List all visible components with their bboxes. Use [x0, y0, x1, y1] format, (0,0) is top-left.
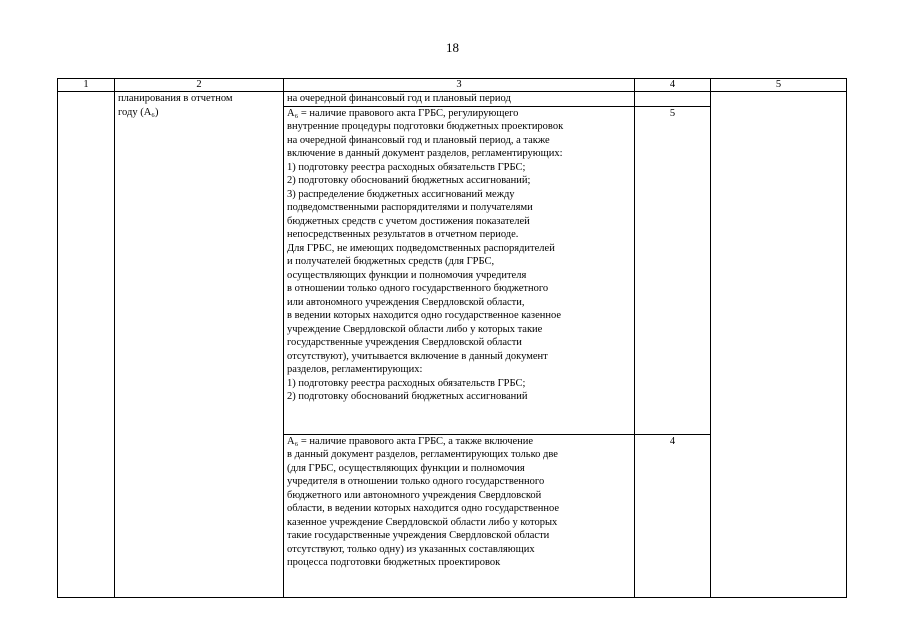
cell-option-2-text [284, 434, 635, 597]
option-1-line: подведомственными распорядителями и получателями [287, 202, 533, 213]
option-1-line: А₆ = наличие правового акта ГРБС, регулирующего [287, 107, 519, 119]
table-header-row [58, 79, 847, 92]
option-2-line: учредителя в отношении только одного государственного [287, 476, 545, 487]
option-1-line: Для ГРБС, не имеющих подведомственных распорядителей [287, 242, 555, 254]
header-col-3: 3 [284, 79, 635, 92]
option-2-line: (для ГРБС, осуществляющих функции и полномочия [287, 462, 525, 474]
header-col-5: 5 [711, 79, 847, 92]
option-1-line: учреждение Свердловской области либо у которых такие [287, 323, 543, 335]
option-2-line: процесса подготовки бюджетных проектировок [287, 557, 501, 568]
criterion-line: планирования в отчетном [118, 93, 233, 104]
criteria-table [57, 78, 847, 598]
option-1-line: в ведении которых находится одно государственное казенное [287, 310, 562, 321]
option-1-line: в отношении только одного государственного бюджетного [287, 283, 549, 294]
option-2-line: такие государственные учреждения Свердловской области [287, 530, 550, 541]
option-1-line: на очередной финансовый год и плановый период, а также [287, 134, 550, 146]
cell-criterion [115, 92, 284, 598]
cell-notes [711, 92, 847, 598]
option-1-line: 1) подготовку реестра расходных обязательств ГРБС; [287, 161, 526, 173]
option-1-line: бюджетных средств с учетом достижения показателей [287, 215, 530, 227]
option-2-line: области, в ведении которых находится одно государственное [287, 503, 560, 514]
option-1-line: 2) подготовку обоснований бюджетных ассигнований; [287, 175, 531, 186]
cell-score-empty [635, 92, 711, 107]
option-2-line: бюджетного или автономного учреждения Свердловской [287, 489, 542, 501]
option-1-line: 2) подготовку обоснований бюджетных ассигнований [287, 391, 528, 402]
table-row-continuation [58, 92, 847, 107]
header-col-2: 2 [115, 79, 284, 92]
option-1-line: непосредственных результатов в отчетном периоде. [287, 229, 519, 240]
option-2-line: А₆ = наличие правового акта ГРБС, а также включение [287, 435, 534, 447]
cell-number [58, 92, 115, 598]
cell-option-1-text [284, 106, 635, 434]
cell-option-2-score: 4 [635, 434, 711, 597]
option-2-line: в данный документ разделов, регламентирующих только две [287, 449, 558, 460]
option-1-line: разделов, регламентирующих: [287, 364, 423, 375]
header-col-1: 1 [58, 79, 115, 92]
option-2-line: казенное учреждение Свердловской области либо у которых [287, 516, 558, 528]
option-2-line: отсутствуют, только одну) из указанных составляющих [287, 543, 535, 555]
page-number: 18 [446, 40, 459, 55]
option-1-line: включение в данный документ разделов, регламентирующих: [287, 148, 563, 159]
option-1-line: и получателей бюджетных средств (для ГРБС, [287, 256, 495, 267]
criterion-line: году (А₆) [118, 106, 159, 118]
option-1-line: осуществляющих функции и полномочия учредителя [287, 269, 527, 281]
header-col-4: 4 [635, 79, 711, 92]
option-1-line: государственные учреждения Свердловской области [287, 337, 522, 348]
option-1-line: внутренние процедуры подготовки бюджетных проектировок [287, 121, 564, 132]
option-1-line: отсутствуют), учитывается включение в данный документ [287, 350, 548, 362]
cell-option-1-score: 5 [635, 106, 711, 434]
option-1-line: или автономного учреждения Свердловской области, [287, 296, 525, 308]
option-1-line: 3) распределение бюджетных ассигнований между [287, 188, 515, 200]
option-1-line: 1) подготовку реестра расходных обязательств ГРБС; [287, 377, 526, 389]
cell-continued-text: на очередной финансовый год и плановый период [284, 92, 635, 107]
